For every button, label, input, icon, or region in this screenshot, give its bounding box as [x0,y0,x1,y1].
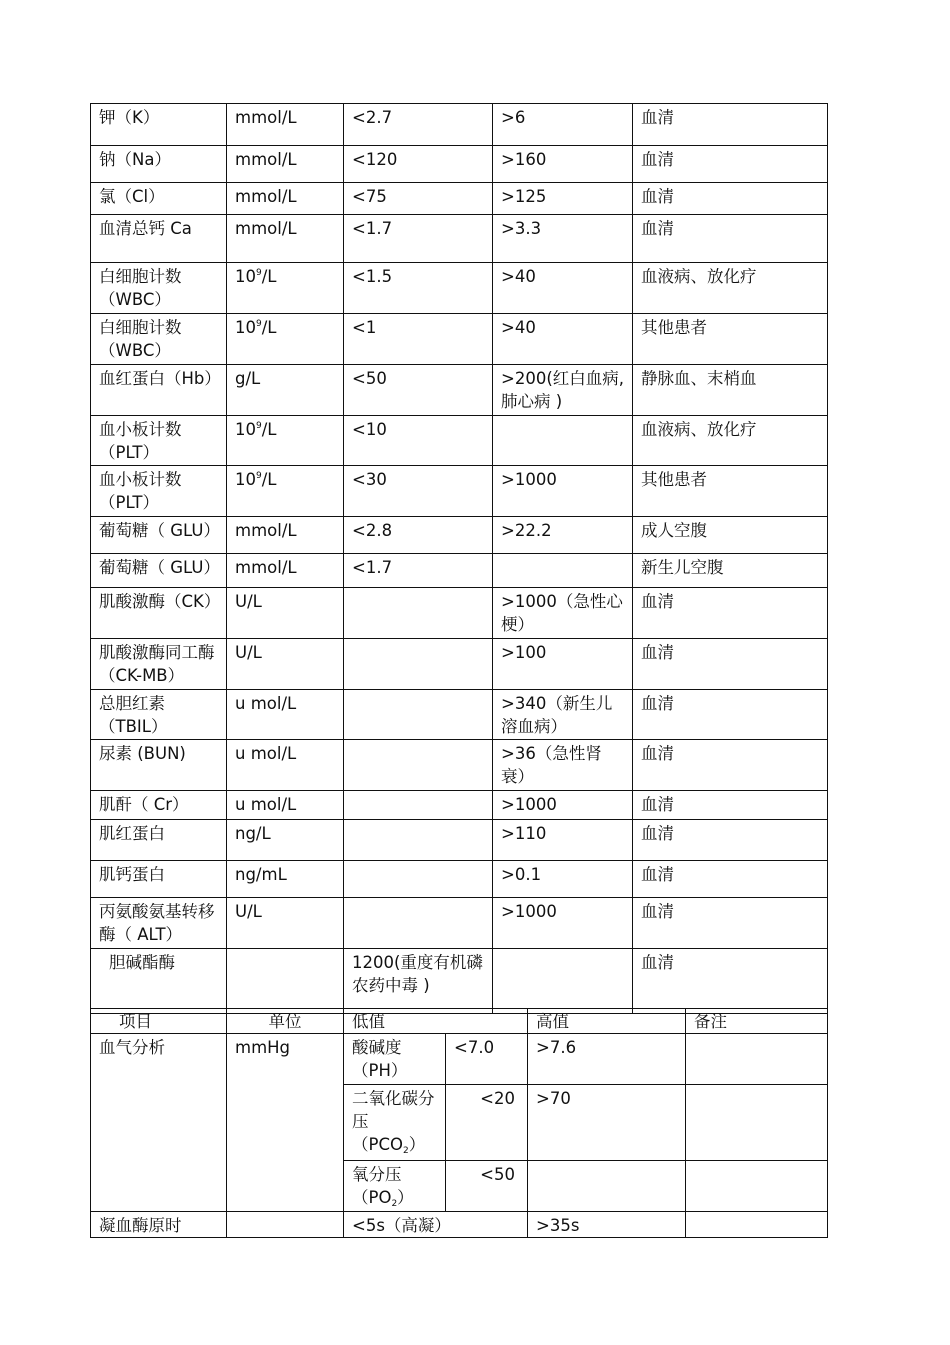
low-cell: <75 [344,183,493,215]
item-cell: 钾（K） [91,104,227,146]
unit-cell: mmol/L [227,183,344,215]
sub-item-subscript: 2 [391,1199,398,1209]
item-cell: 血清总钙 Ca [91,215,227,263]
item-cell: 氯（Cl） [91,183,227,215]
item-cell: 总胆红素（TBIL） [91,690,227,740]
note-cell: 血清 [633,949,828,1014]
unit-cell: mmol/L [227,146,344,183]
header-item: 项目 [91,1009,227,1034]
item-cell: 肌酸激酶（CK） [91,588,227,639]
table-row [91,146,828,183]
high-cell: >40 [493,263,633,314]
unit-cell: u mol/L [227,740,344,791]
high-cell: >7.6 [528,1034,686,1085]
item-cell: 凝血酶原时 [91,1212,227,1238]
table-row [91,314,828,365]
table-row [91,517,828,554]
note-cell: 血清 [633,898,828,949]
unit-exponent: 9 [256,421,262,431]
sub-item-name: 氧分压（PO [352,1165,402,1207]
sub-item-name: 二氧化碳分压（PCO [352,1089,435,1154]
blood-gas-table [90,1008,828,1238]
high-cell: >40 [493,314,633,365]
sub-item-tail: ） [408,1135,426,1154]
table-row [91,820,828,861]
note-cell: 其他患者 [633,466,828,517]
item-cell: 白细胞计数（WBC） [91,314,227,365]
high-cell: >125 [493,183,633,215]
high-cell: >340（新生儿溶血病） [493,690,633,740]
unit-cell: u mol/L [227,690,344,740]
note-cell [686,1085,828,1161]
unit-cell: ng/mL [227,861,344,898]
note-cell: 血清 [633,820,828,861]
note-cell: 血清 [633,791,828,820]
table-row [91,639,828,690]
low-cell: <50 [446,1161,528,1212]
low-cell: <20 [446,1085,528,1161]
high-cell: >1000 [493,791,633,820]
note-cell: 血清 [633,588,828,639]
table-row [91,365,828,416]
note-cell [686,1034,828,1085]
high-cell: >6 [493,104,633,146]
note-cell: 成人空腹 [633,517,828,554]
item-cell: 血红蛋白（Hb） [91,365,227,416]
high-cell: >3.3 [493,215,633,263]
unit-cell [227,314,344,365]
note-cell: 其他患者 [633,314,828,365]
low-cell: <1.7 [344,554,493,588]
unit-cell: U/L [227,588,344,639]
header-note: 备注 [686,1009,828,1034]
low-cell: <2.8 [344,517,493,554]
unit-cell: mmol/L [227,104,344,146]
low-cell: <7.0 [446,1034,528,1085]
header-high: 高值 [528,1009,686,1034]
low-cell: <120 [344,146,493,183]
header-row [91,1009,828,1034]
table-row [91,588,828,639]
unit-cell: ng/L [227,820,344,861]
unit-cell: mmHg [227,1034,344,1212]
table-row [91,263,828,314]
low-cell: <5s（高凝） [344,1212,528,1238]
note-cell: 血清 [633,104,828,146]
note-cell: 血清 [633,690,828,740]
unit-cell: U/L [227,639,344,690]
header-low: 低值 [344,1009,528,1034]
note-cell: 血清 [633,146,828,183]
unit-cell [227,466,344,517]
unit-cell [227,263,344,314]
sub-item-cell [344,1161,446,1212]
unit-tail: /L [261,470,277,489]
sub-item-cell: 酸碱度（PH） [344,1034,446,1085]
high-cell: >1000 [493,898,633,949]
table-row [91,183,828,215]
unit-exponent: 9 [256,319,262,329]
low-cell: <1 [344,314,493,365]
unit-cell: mmol/L [227,517,344,554]
unit-tail: /L [261,420,277,439]
sub-item-subscript: 2 [402,1146,409,1156]
note-cell: 血清 [633,740,828,791]
low-cell: <50 [344,365,493,416]
low-cell: <1.7 [344,215,493,263]
unit-base: 10 [235,420,256,439]
sub-item-tail: ） [397,1188,414,1207]
table-row [91,1034,828,1085]
table-row [91,861,828,898]
unit-cell [227,949,344,1014]
item-cell: 尿素 (BUN) [91,740,227,791]
high-cell [493,949,633,1014]
unit-cell: g/L [227,365,344,416]
table-row [91,740,828,791]
table-row [91,104,828,146]
note-cell [686,1161,828,1212]
note-cell: 血液病、放化疗 [633,416,828,466]
unit-cell: mmol/L [227,215,344,263]
unit-exponent: 9 [256,471,262,481]
high-cell: >0.1 [493,861,633,898]
table-row [91,949,828,1014]
low-cell [344,639,493,690]
high-cell [528,1161,686,1212]
item-cell: 白细胞计数（WBC） [91,263,227,314]
low-cell [344,861,493,898]
low-cell [344,820,493,861]
note-cell: 新生儿空腹 [633,554,828,588]
high-cell [493,554,633,588]
item-cell: 肌酸激酶同工酶（CK-MB） [91,639,227,690]
table-row [91,466,828,517]
high-cell: >1000 [493,466,633,517]
unit-base: 10 [235,470,256,489]
low-cell [344,690,493,740]
low-cell [344,791,493,820]
unit-cell: mmol/L [227,554,344,588]
item-cell: 胆碱酯酶 [91,949,227,1014]
high-cell: >160 [493,146,633,183]
critical-values-table [90,103,828,1014]
table-row [91,554,828,588]
low-cell: <1.5 [344,263,493,314]
low-cell: <2.7 [344,104,493,146]
note-cell: 静脉血、末梢血 [633,365,828,416]
item-cell: 肌钙蛋白 [91,861,227,898]
item-cell: 血气分析 [91,1034,227,1212]
table-row [91,898,828,949]
item-cell: 肌酐（ Cr） [91,791,227,820]
item-cell: 钠（Na） [91,146,227,183]
unit-cell: u mol/L [227,791,344,820]
note-cell: 血液病、放化疗 [633,263,828,314]
item-cell: 血小板计数（PLT） [91,466,227,517]
unit-base: 10 [235,318,256,337]
note-cell: 血清 [633,639,828,690]
low-cell [344,740,493,791]
high-cell: >22.2 [493,517,633,554]
item-cell: 葡萄糖（ GLU） [91,517,227,554]
table-row [91,1212,828,1238]
note-cell [686,1212,828,1238]
high-cell: >35s [528,1212,686,1238]
high-cell: >1000（急性心梗） [493,588,633,639]
note-cell: 血清 [633,215,828,263]
note-cell: 血清 [633,183,828,215]
high-cell: >200(红白血病, 肺心病 ) [493,365,633,416]
low-cell [344,898,493,949]
table-row [91,416,828,466]
high-cell [493,416,633,466]
unit-cell [227,1212,344,1238]
item-cell: 葡萄糖（ GLU） [91,554,227,588]
high-cell: >36（急性肾衰） [493,740,633,791]
high-cell: >70 [528,1085,686,1161]
header-unit: 单位 [227,1009,344,1034]
item-cell: 丙氨酸氨基转移酶（ ALT） [91,898,227,949]
item-cell: 肌红蛋白 [91,820,227,861]
low-cell: 1200(重度有机磷农药中毒 ) [344,949,493,1014]
unit-tail: /L [261,318,277,337]
unit-base: 10 [235,267,256,286]
table-row [91,791,828,820]
low-cell: <10 [344,416,493,466]
high-cell: >100 [493,639,633,690]
high-cell: >110 [493,820,633,861]
sub-item-cell [344,1085,446,1161]
item-cell: 血小板计数（PLT） [91,416,227,466]
low-cell [344,588,493,639]
unit-cell [227,416,344,466]
unit-cell: U/L [227,898,344,949]
note-cell: 血清 [633,861,828,898]
table-row [91,215,828,263]
table-row [91,690,828,740]
unit-exponent: 9 [256,268,262,278]
unit-tail: /L [261,267,277,286]
low-cell: <30 [344,466,493,517]
